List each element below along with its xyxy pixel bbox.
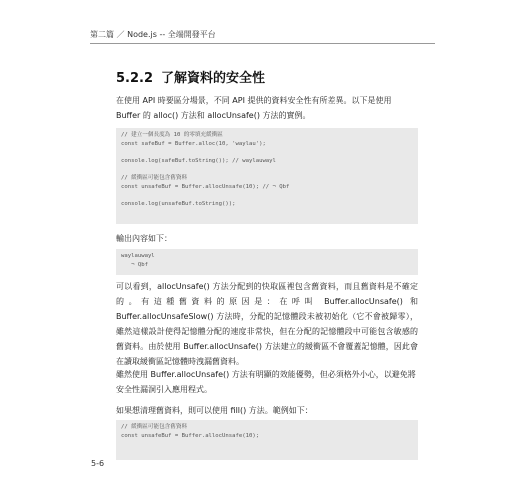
code-line [121,191,413,200]
code-line: waylauwayl [121,253,155,259]
explanation-paragraph: 可以看到，allocUnsafe() 方法分配到的快取區裡包含舊資料，而且舊資料是不確定的。有這種舊資料的原因是：在呼叫 Buffer.allocUnsafe() 和 Buffer.allocUnsafeSlow() 方法時，分配的記憶體段未被初始化（它不會被歸零），雖然這樣設計使得記憶體分配的速度非常快，但在分配的記憶體段中可能包含敏感的舊資料。由於使用 Buffer.allocUnsafe() 方法建立的緩衝區不會覆蓋記憶體，因此會在讀取緩衝區記憶體時洩漏舊資料。 [116,282,418,366]
code-line: // 建立一個長度為 10 的零填充緩衝區 [121,132,223,138]
code-line: ¬ Qbf [121,261,148,268]
section-heading [116,67,265,86]
header-rule [90,43,435,44]
performance-paragraph: 雖然使用 Buffer.allocUnsafe() 方法有明顯的效能優勢，但必須格外小心，以避免將安全性漏洞引入應用程式。 [116,370,416,394]
code-line: const safeBuf = Buffer.alloc(10, 'waylau'); [121,140,266,147]
running-header: 第二篇 ／ Node.js -- 全端開發平台 [90,30,216,39]
code-line: console.log(safeBuf.toString()); // waylauwayl [121,157,276,164]
code-line: const unsafeBuf = Buffer.allocUnsafe(10); [121,432,260,439]
code-line [121,165,413,174]
output-intro-paragraph: 輸出內容如下： [116,234,172,243]
code-line: // 緩衝區可能包含舊資料 [121,424,188,430]
code-line [121,148,413,157]
code-block-output [116,249,418,275]
code-block-alloc [116,128,418,224]
section-title: 了解資料的安全性 [161,71,266,86]
intro-paragraph: 在使用 API 時要區分場景，不同 API 提供的資料安全性有所差異。以下是使用 Buffer 的 alloc() 方法和 allocUnsafe() 方法的實例。 [116,96,392,120]
fill-paragraph: 如果想清理舊資料，則可以使用 fill() 方法。範例如下： [116,406,313,415]
code-line: // 緩衝區可能包含舊資料 [121,174,188,181]
code-line: const unsafeBuf = Buffer.allocUnsafe(10); // ¬ Qbf [121,183,290,190]
section-number: 5.2.2 [116,71,154,86]
code-block-fill [116,420,418,460]
code-line: console.log(unsafeBuf.toString()); [121,200,236,207]
page-number: 5-6 [91,459,105,468]
